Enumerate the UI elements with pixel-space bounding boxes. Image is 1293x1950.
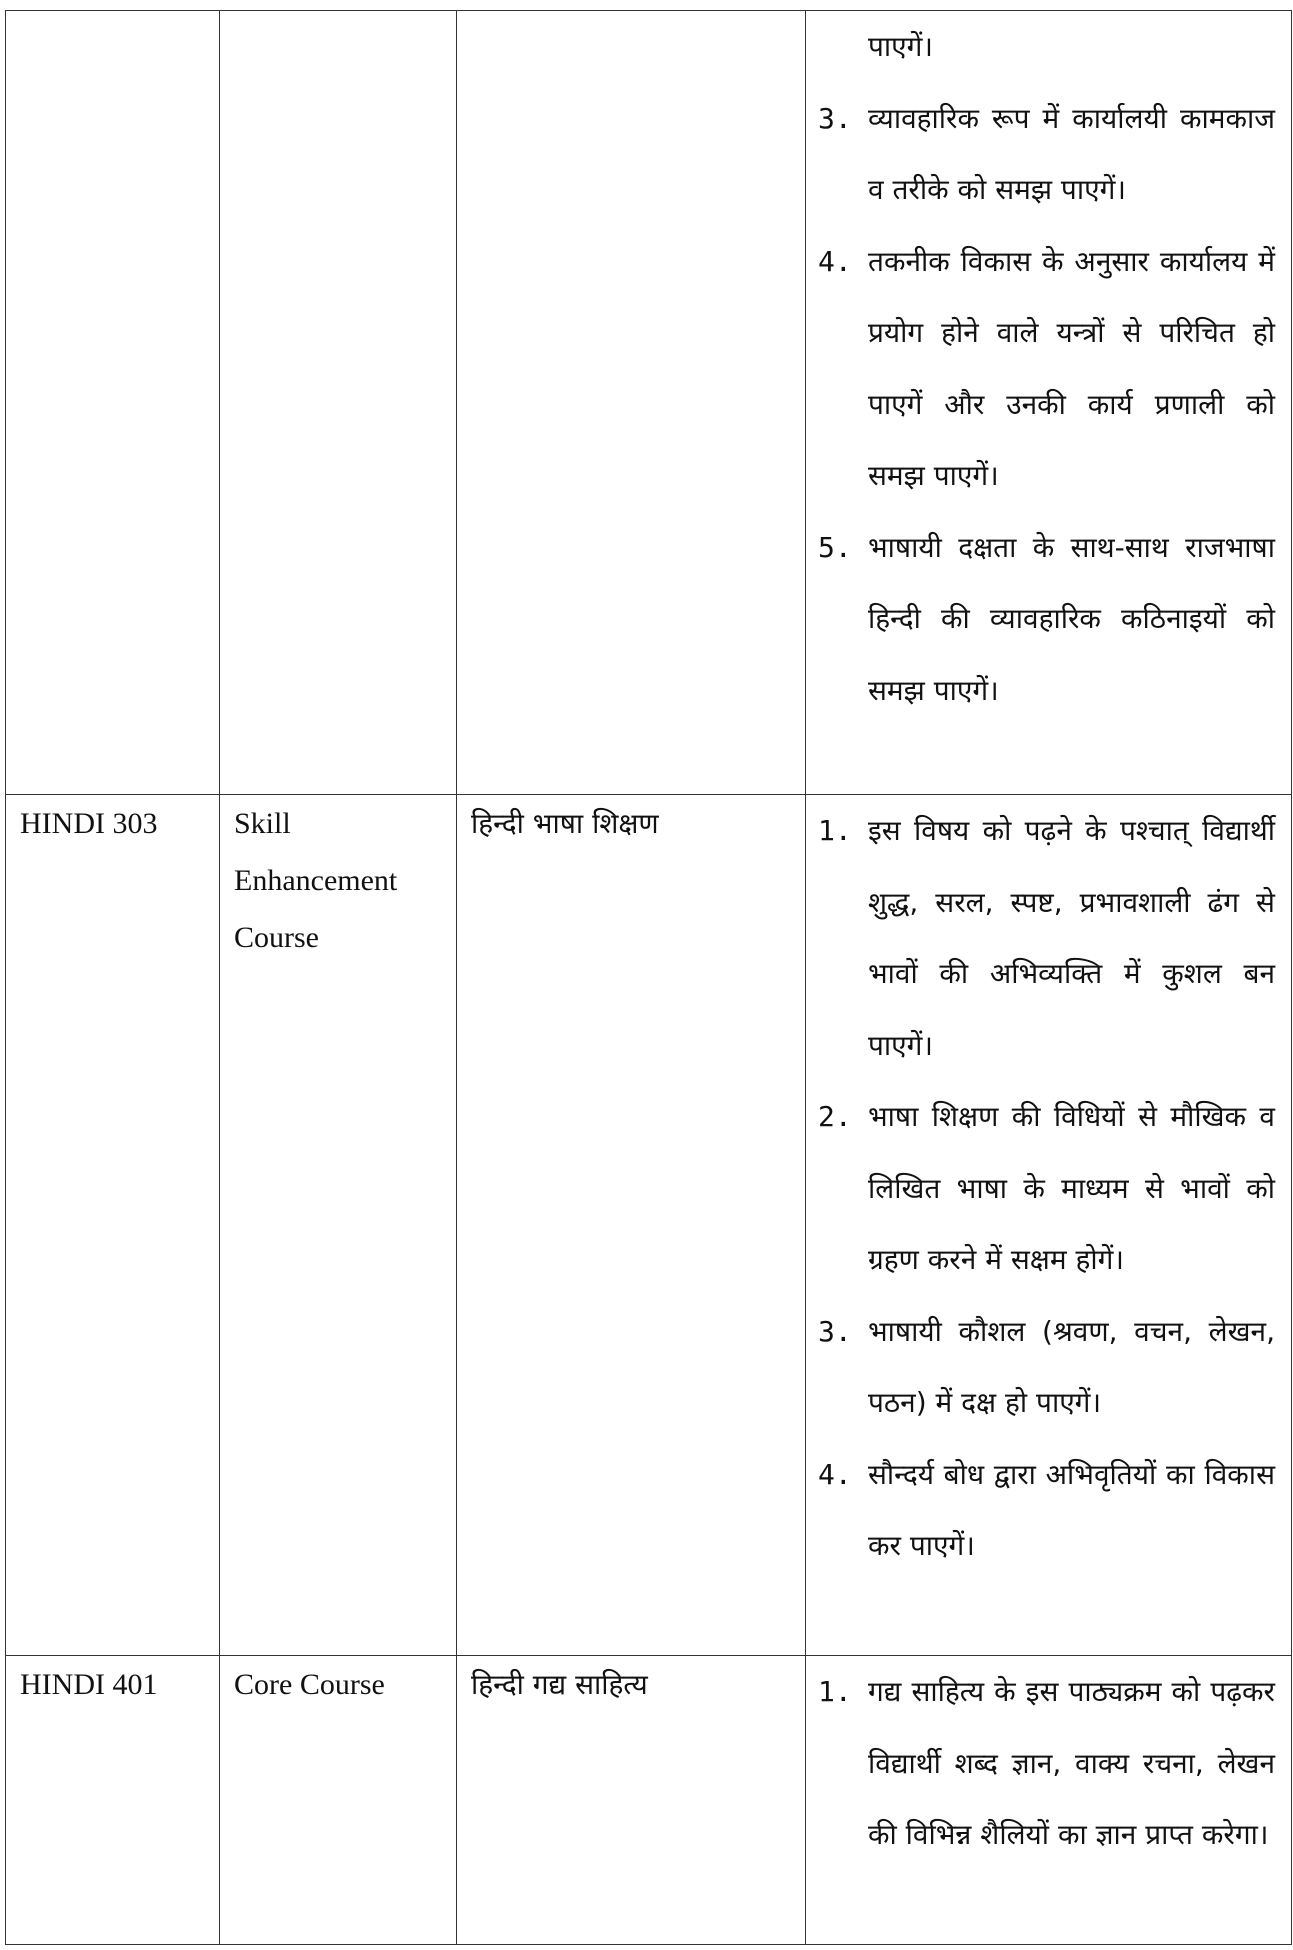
outcome-number: 2. — [818, 1100, 852, 1133]
course-code-cell — [6, 11, 220, 795]
outcome-item — [818, 83, 1275, 226]
outcome-text: भाषायी दक्षता के साथ-साथ राजभाषा हिन्दी की व्यावहारिक कठिनाइयों को समझ पाएगें। — [868, 530, 1275, 707]
outcome-item — [818, 1296, 1275, 1439]
course-type: Core Course — [234, 1668, 385, 1701]
course-title: हिन्दी भाषा शिक्षण — [471, 807, 659, 840]
outcome-text: भाषायी कौशल (श्रवण, वचन, लेखन, पठन) में दक्ष हो पाएगें। — [868, 1314, 1275, 1419]
course-type-cell — [220, 1656, 457, 1945]
outcome-text: पाएगें। — [868, 30, 934, 63]
outcome-item — [818, 226, 1275, 512]
table-row — [6, 1656, 1292, 1945]
course-type-cell — [220, 795, 457, 1656]
course-type-cell — [220, 11, 457, 795]
table-row — [6, 11, 1292, 795]
outcome-text: सौन्दर्य बोध द्वारा अभिवृतियों का विकास कर पाएगें। — [868, 1457, 1275, 1562]
course-outcomes-cell — [806, 795, 1292, 1656]
outcome-text: व्यावहारिक रूप में कार्यालयी कामकाज व तरीके को समझ पाएगें। — [868, 101, 1275, 206]
course-code-cell — [6, 1656, 220, 1945]
course-outcomes-cell — [806, 1656, 1292, 1945]
course-title: हिन्दी गद्य साहित्य — [471, 1668, 648, 1701]
outcome-number: 3. — [818, 1314, 852, 1348]
outcome-text: इस विषय को पढ़ने के पश्चात् विद्यार्थी शुद्ध, सरल, स्पष्ट, प्रभावशाली ढंग से भावों की अभिव्यक्ति में कुशल बन पाएगें। — [868, 814, 1275, 1062]
outcome-item — [818, 1656, 1275, 1871]
outcome-number: 1. — [818, 814, 852, 847]
outcome-item — [818, 1439, 1275, 1582]
outcome-number: 1. — [818, 1675, 852, 1708]
outcome-text: तकनीक विकास के अनुसार कार्यालय में प्रयोग होने वाले यन्त्रों से परिचित हो पाएगें और उनकी कार्य प्रणाली को समझ पाएगें। — [868, 244, 1275, 492]
course-title-cell — [457, 11, 806, 795]
outcome-item — [818, 1081, 1275, 1296]
outcome-text: भाषा शिक्षण की विधियों से मौखिक व लिखित भाषा के माध्यम से भावों को ग्रहण करने में सक्षम होगें। — [868, 1100, 1275, 1276]
outcome-item — [818, 795, 1275, 1081]
course-code-cell — [6, 795, 220, 1656]
outcome-text: गद्य साहित्य के इस पाठ्यक्रम को पढ़कर विद्यार्थी शब्द ज्ञान, वाक्य रचना, लेखन की विभिन्न शैलियों का ज्ञान प्राप्त करेगा। — [868, 1675, 1275, 1851]
course-title-cell — [457, 795, 806, 1656]
table-row — [6, 795, 1292, 1656]
outcome-item — [818, 512, 1275, 727]
course-code: HINDI 303 — [20, 807, 158, 840]
outcome-number: 4. — [818, 244, 852, 278]
outcome-number: 4. — [818, 1457, 852, 1491]
course-type: Skill Enhancement Course — [234, 807, 398, 954]
outcome-number: 3. — [818, 101, 852, 135]
course-code: HINDI 401 — [20, 1668, 158, 1701]
course-outcomes-cell — [806, 11, 1292, 795]
course-title-cell — [457, 1656, 806, 1945]
outcome-number: 5. — [818, 530, 852, 564]
course-outcomes-table — [5, 10, 1292, 1945]
outcome-item — [818, 11, 1275, 83]
